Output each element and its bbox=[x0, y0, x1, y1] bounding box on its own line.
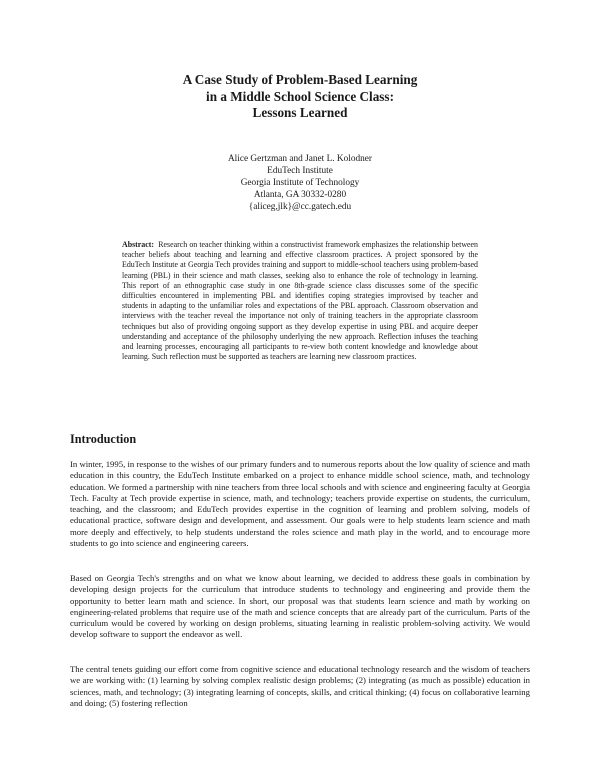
paper-title bbox=[0, 72, 600, 122]
intro-paragraph-1: In winter, 1995, in response to the wishes of our primary funders and to numerous reports about the low quality of science and math education in this country, the EduTech Institute embarked on a project to enhance middle school science, math, and technology education. We formed a partnership with nine teachers from three local schools and with science and engineering faculty at Georgia Tech. Faculty at Tech provide expertise in science, math, and technology; teachers provide expertise on students, the curriculum, teaching, and the classroom; and EduTech provides expertise in the cognition of learning and problem solving, models of educational practice, software design and development, and assessment. Our goals were to help students learn science and math more deeply and effectively, to help students understand the roles science and math play in the world, and to encourage more students to go into science and engineering careers. bbox=[70, 459, 530, 549]
abstract-text: Research on teacher thinking within a constructivist framework emphasizes the relationship between teacher beliefs about teaching and learning and effective classroom practices. A project sponsored by the EduTech Institute at Georgia Tech provides training and support to middle-school teachers using problem-based learning (PBL) in their science and math classes, seeking also to enhance the role of technology in learning. This report of an ethnographic case study in one 8th-grade science class discusses some of the specific difficulties encountered in implementing PBL and identifies coping strategies improvised by teacher and students in adapting to the unfamiliar roles and expectations of the PBL approach. Classroom observation and interviews with the teacher reveal the importance not only of training teachers in the appropriate classroom techniques but also of providing ongoing support as they develop expertise in using PBL and acquire deeper understanding and acceptance of the philosophy underlying the new approach. Reflection infuses the teaching and learning processes, encouraging all participants to re-view both content knowledge and knowledge about learning. Such reflection must be supported as teachers are learning new classroom practices. bbox=[122, 240, 478, 362]
author-names: Alice Gertzman and Janet L. Kolodner bbox=[227, 154, 373, 164]
intro-paragraph-2: Based on Georgia Tech's strengths and on what we know about learning, we decided to address these goals in combination by developing design projects for the curriculum that introduce students to technology and engineering and provide them the opportunity to better learn math and science. In short, our proposal was that students learn science and math by working on engineering-related problems that require use of the math and science concepts that are already part of the curriculum. Parts of the curriculum would be covered by working on design problems, situating learning in realistic problem-solving activity. We would develop software to support the endeavor as well. bbox=[70, 573, 530, 640]
author-school: Georgia Institute of Technology bbox=[240, 178, 360, 188]
author-block bbox=[0, 153, 600, 213]
title-line-2: in a Middle School Science Class: bbox=[206, 88, 394, 104]
abstract bbox=[122, 240, 478, 362]
abstract-label: Abstract: bbox=[122, 240, 154, 249]
title-line-1: A Case Study of Problem-Based Learning bbox=[182, 72, 418, 87]
section-heading-introduction: Introduction bbox=[70, 432, 137, 446]
author-email: {aliceg,jlk}@cc.gatech.edu bbox=[248, 202, 352, 212]
intro-paragraph-3: The central tenets guiding our effort come from cognitive science and educational technology research and the wisdom of teachers we are working with: (1) learning by solving complex realistic design problems; (2) integrating (as much as possible) education in sciences, math, and technology; (3) integrating learning of concepts, skills, and critical thinking; (4) focus on collaborative learning and doing; (5) fostering reflection bbox=[70, 664, 530, 708]
author-institute: EduTech Institute bbox=[267, 166, 333, 176]
author-address: Atlanta, GA 30332-0280 bbox=[253, 190, 347, 200]
title-line-3: Lessons Learned bbox=[252, 105, 348, 120]
